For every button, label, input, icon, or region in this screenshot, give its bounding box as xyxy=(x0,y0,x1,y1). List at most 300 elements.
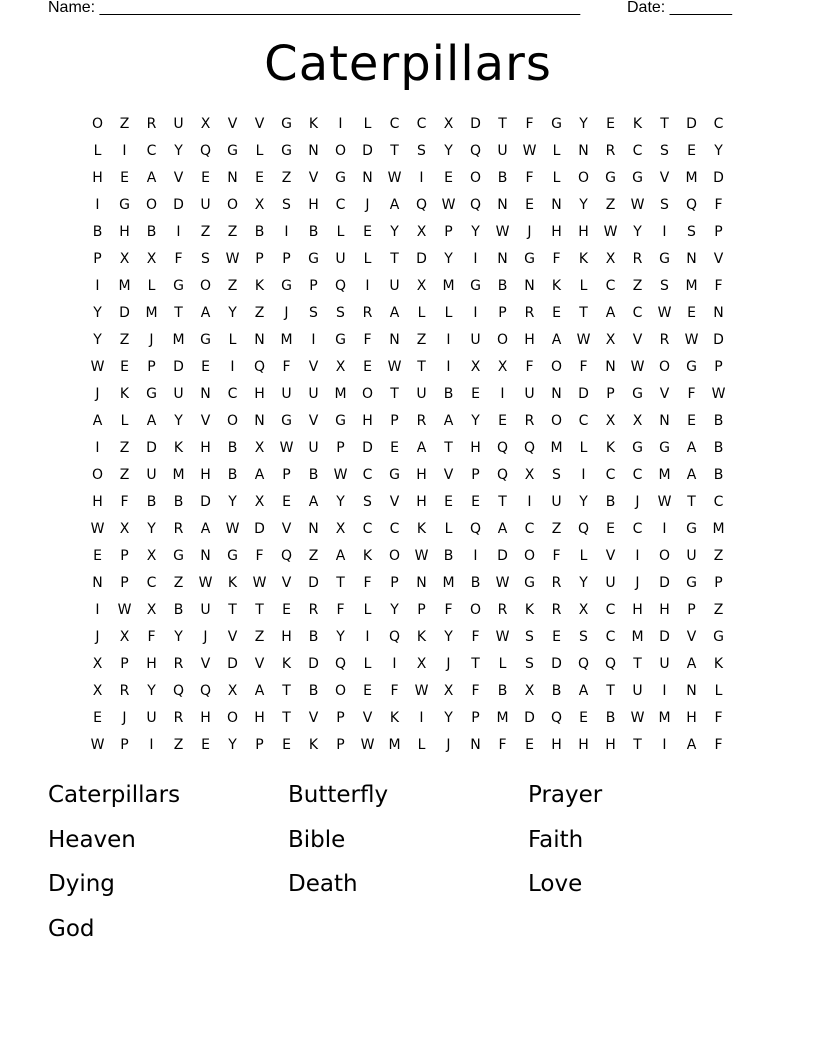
grid-letter: S xyxy=(336,305,345,321)
grid-letter: A xyxy=(200,305,211,321)
grid-letter: D xyxy=(308,656,319,672)
grid-letter: O xyxy=(496,332,509,348)
grid-letter: P xyxy=(120,575,129,591)
grid-letter: L xyxy=(93,143,102,159)
grid-letter: H xyxy=(632,602,643,618)
grid-letter: Y xyxy=(444,251,453,267)
grid-letter: S xyxy=(525,656,534,672)
grid-letter: E xyxy=(282,602,291,618)
grid-letter: W xyxy=(630,359,645,375)
grid-letter: I xyxy=(473,305,478,321)
grid-letter: H xyxy=(200,467,211,483)
grid-letter: D xyxy=(686,116,697,132)
grid-letter: I xyxy=(338,116,343,132)
grid-letter: J xyxy=(122,710,127,726)
grid-letter: O xyxy=(226,413,239,429)
grid-letter: N xyxy=(200,548,211,564)
grid-letter: H xyxy=(92,170,103,186)
grid-letter: X xyxy=(605,251,616,267)
grid-letter: D xyxy=(173,359,184,375)
grid-letter: W xyxy=(495,224,510,240)
grid-letter: W xyxy=(225,251,240,267)
grid-letter: V xyxy=(605,548,616,564)
grid-letter: Z xyxy=(416,332,427,348)
grid-letter: N xyxy=(551,197,562,213)
grid-letter: Y xyxy=(579,494,588,510)
grid-letter: Y xyxy=(390,224,399,240)
grid-row xyxy=(84,435,734,462)
grid-row xyxy=(84,678,734,705)
grid-letter: N xyxy=(686,251,697,267)
grid-letter: G xyxy=(551,116,562,132)
grid-letter: V xyxy=(308,359,319,375)
grid-letter: C xyxy=(335,197,346,213)
grid-letter: A xyxy=(605,305,616,321)
grid-letter: Q xyxy=(415,197,428,213)
grid-letter: E xyxy=(525,737,534,753)
grid-letter: F xyxy=(579,359,588,375)
grid-letter: U xyxy=(173,386,184,402)
grid-letter: Q xyxy=(577,521,590,537)
grid-letter: E xyxy=(282,494,291,510)
grid-letter: Y xyxy=(579,197,588,213)
grid-letter: K xyxy=(524,602,535,618)
grid-letter: S xyxy=(660,197,669,213)
grid-letter: V xyxy=(713,251,724,267)
grid-letter: G xyxy=(632,170,643,186)
grid-letter: V xyxy=(227,629,238,645)
grid-letter: U xyxy=(308,440,319,456)
grid-letter: X xyxy=(92,656,103,672)
grid-letter: G xyxy=(389,467,400,483)
grid-letter: Z xyxy=(254,629,265,645)
grid-letter: H xyxy=(254,386,265,402)
grid-letter: O xyxy=(199,278,212,294)
grid-letter: H xyxy=(200,440,211,456)
grid-letter: G xyxy=(659,251,670,267)
grid-letter: N xyxy=(578,143,589,159)
grid-letter: G xyxy=(308,251,319,267)
grid-letter: A xyxy=(389,305,400,321)
grid-row xyxy=(84,327,734,354)
grid-letter: N xyxy=(551,386,562,402)
grid-letter: L xyxy=(255,143,264,159)
grid-letter: V xyxy=(173,170,184,186)
grid-letter: O xyxy=(226,710,239,726)
grid-letter: Z xyxy=(119,440,130,456)
grid-letter: U xyxy=(146,710,157,726)
grid-letter: E xyxy=(255,170,264,186)
grid-letter: F xyxy=(147,629,156,645)
grid-letter: I xyxy=(95,278,100,294)
grid-letter: D xyxy=(659,629,670,645)
grid-letter: J xyxy=(635,575,640,591)
grid-letter: G xyxy=(632,386,643,402)
grid-letter: O xyxy=(577,170,590,186)
grid-letter: P xyxy=(714,359,723,375)
grid-letter: I xyxy=(95,197,100,213)
grid-letter: N xyxy=(497,197,508,213)
grid-letter: A xyxy=(308,494,319,510)
grid-letter: D xyxy=(119,305,130,321)
grid-letter: F xyxy=(390,683,399,699)
grid-letter: V xyxy=(308,710,319,726)
grid-letter: A xyxy=(497,521,508,537)
grid-letter: A xyxy=(578,683,589,699)
grid-letter: L xyxy=(363,116,372,132)
grid-letter: N xyxy=(470,737,481,753)
grid-letter: U xyxy=(524,386,535,402)
grid-letter: M xyxy=(172,467,185,483)
grid-letter: P xyxy=(687,602,696,618)
grid-letter: C xyxy=(605,602,616,618)
grid-letter: Z xyxy=(119,467,130,483)
grid-letter: G xyxy=(335,170,346,186)
grid-letter: B xyxy=(470,575,481,591)
grid-letter: G xyxy=(713,629,724,645)
grid-letter: O xyxy=(334,143,347,159)
grid-letter: L xyxy=(363,251,372,267)
grid-letter: B xyxy=(227,440,238,456)
grid-letter: K xyxy=(227,575,238,591)
grid-letter: T xyxy=(174,305,183,321)
grid-letter: D xyxy=(146,440,157,456)
grid-letter: M xyxy=(172,332,185,348)
grid-letter: B xyxy=(254,224,265,240)
grid-letter: T xyxy=(282,683,291,699)
grid-letter: N xyxy=(416,575,427,591)
grid-row xyxy=(84,165,734,192)
grid-letter: Z xyxy=(119,332,130,348)
grid-letter: R xyxy=(173,521,184,537)
grid-letter: S xyxy=(552,467,561,483)
grid-letter: R xyxy=(173,656,184,672)
grid-letter: L xyxy=(579,278,588,294)
grid-letter: H xyxy=(686,710,697,726)
grid-letter: R xyxy=(659,332,670,348)
grid-letter: I xyxy=(473,251,478,267)
grid-letter: G xyxy=(173,548,184,564)
grid-letter: I xyxy=(149,737,154,753)
grid-letter: G xyxy=(146,386,157,402)
grid-letter: U xyxy=(146,467,157,483)
grid-letter: X xyxy=(605,413,616,429)
grid-row xyxy=(84,246,734,273)
grid-letter: F xyxy=(255,548,264,564)
grid-letter: D xyxy=(362,143,373,159)
word-list-item: Death xyxy=(288,871,358,897)
grid-letter: F xyxy=(714,278,723,294)
grid-letter: I xyxy=(95,602,100,618)
grid-letter: U xyxy=(200,197,211,213)
grid-letter: I xyxy=(365,629,370,645)
grid-letter: F xyxy=(471,683,480,699)
grid-letter: O xyxy=(361,386,374,402)
grid-letter: H xyxy=(416,467,427,483)
grid-letter: W xyxy=(360,737,375,753)
grid-letter: E xyxy=(363,224,372,240)
grid-letter: X xyxy=(416,656,427,672)
grid-letter: B xyxy=(308,224,319,240)
grid-letter: V xyxy=(227,116,238,132)
grid-letter: E xyxy=(471,494,480,510)
word-list-item: God xyxy=(48,915,95,942)
word-list-item: Heaven xyxy=(48,826,136,853)
grid-letter: H xyxy=(659,602,670,618)
grid-letter: L xyxy=(228,332,237,348)
grid-letter: F xyxy=(120,494,129,510)
grid-letter: H xyxy=(551,737,562,753)
grid-letter: A xyxy=(686,737,697,753)
grid-letter: C xyxy=(362,467,373,483)
grid-letter: R xyxy=(551,575,562,591)
grid-letter: E xyxy=(363,683,372,699)
grid-letter: W xyxy=(576,332,591,348)
grid-letter: K xyxy=(605,440,616,456)
grid-letter: V xyxy=(200,413,211,429)
grid-letter: T xyxy=(498,116,507,132)
grid-letter: F xyxy=(174,251,183,267)
grid-row xyxy=(84,651,734,678)
grid-letter: Y xyxy=(93,305,102,321)
grid-letter: O xyxy=(388,548,401,564)
grid-letter: F xyxy=(525,359,534,375)
grid-letter: C xyxy=(632,467,643,483)
grid-letter: Y xyxy=(579,575,588,591)
grid-letter: D xyxy=(713,332,724,348)
grid-letter: X xyxy=(497,359,508,375)
grid-letter: M xyxy=(388,737,401,753)
grid-letter: X xyxy=(146,548,157,564)
grid-letter: P xyxy=(444,224,453,240)
grid-letter: B xyxy=(605,710,616,726)
grid-letter: L xyxy=(363,602,372,618)
grid-row xyxy=(84,462,734,489)
grid-letter: K xyxy=(308,116,319,132)
grid-letter: T xyxy=(336,575,345,591)
grid-letter: K xyxy=(119,386,130,402)
grid-letter: F xyxy=(498,737,507,753)
grid-letter: L xyxy=(552,143,561,159)
grid-letter: V xyxy=(254,116,265,132)
grid-letter: T xyxy=(390,143,399,159)
grid-letter: Y xyxy=(174,629,183,645)
grid-letter: E xyxy=(498,413,507,429)
grid-letter: J xyxy=(527,224,532,240)
grid-letter: Y xyxy=(444,143,453,159)
grid-letter: H xyxy=(578,224,589,240)
grid-letter: P xyxy=(498,305,507,321)
grid-letter: S xyxy=(201,251,210,267)
name-field-line: Name: ______________________________________________________ xyxy=(48,0,581,16)
grid-letter: B xyxy=(713,413,724,429)
grid-letter: M xyxy=(496,710,509,726)
grid-letter: P xyxy=(417,602,426,618)
grid-letter: N xyxy=(497,251,508,267)
grid-letter: S xyxy=(309,305,318,321)
grid-row xyxy=(84,624,734,651)
grid-row xyxy=(84,516,734,543)
grid-letter: J xyxy=(203,629,208,645)
grid-letter: O xyxy=(658,548,671,564)
grid-letter: I xyxy=(581,467,586,483)
grid-letter: P xyxy=(120,656,129,672)
grid-letter: T xyxy=(660,116,669,132)
grid-letter: N xyxy=(605,359,616,375)
grid-letter: Z xyxy=(254,305,265,321)
grid-letter: X xyxy=(443,116,454,132)
grid-letter: G xyxy=(173,278,184,294)
grid-letter: V xyxy=(281,575,292,591)
grid-letter: W xyxy=(441,197,456,213)
grid-letter: Q xyxy=(685,197,698,213)
grid-letter: Y xyxy=(228,737,237,753)
grid-letter: G xyxy=(632,440,643,456)
grid-letter: P xyxy=(606,386,615,402)
grid-letter: D xyxy=(227,656,238,672)
grid-letter: K xyxy=(416,629,427,645)
grid-letter: I xyxy=(500,386,505,402)
grid-letter: X xyxy=(605,332,616,348)
grid-letter: V xyxy=(362,710,373,726)
grid-letter: V xyxy=(389,494,400,510)
grid-letter: A xyxy=(551,332,562,348)
grid-letter: U xyxy=(551,494,562,510)
grid-letter: I xyxy=(662,224,667,240)
grid-letter: P xyxy=(336,737,345,753)
grid-letter: E xyxy=(687,413,696,429)
grid-letter: Z xyxy=(227,278,238,294)
grid-letter: P xyxy=(147,359,156,375)
grid-letter: W xyxy=(657,305,672,321)
grid-letter: I xyxy=(365,278,370,294)
grid-letter: J xyxy=(446,737,451,753)
grid-letter: D xyxy=(578,386,589,402)
grid-letter: X xyxy=(443,683,454,699)
grid-letter: G xyxy=(686,575,697,591)
grid-letter: O xyxy=(658,359,671,375)
grid-letter: E xyxy=(120,359,129,375)
grid-letter: B xyxy=(497,278,508,294)
grid-row xyxy=(84,354,734,381)
grid-letter: Y xyxy=(147,683,156,699)
grid-letter: Q xyxy=(550,710,563,726)
grid-letter: I xyxy=(446,359,451,375)
grid-letter: B xyxy=(713,440,724,456)
grid-letter: Q xyxy=(334,656,347,672)
grid-row xyxy=(84,219,734,246)
grid-letter: C xyxy=(578,413,589,429)
grid-letter: V xyxy=(686,629,697,645)
grid-letter: P xyxy=(390,575,399,591)
grid-letter: Q xyxy=(469,197,482,213)
grid-letter: D xyxy=(362,440,373,456)
grid-letter: L xyxy=(579,440,588,456)
grid-letter: X xyxy=(92,683,103,699)
grid-letter: G xyxy=(686,521,697,537)
grid-letter: Y xyxy=(633,224,642,240)
grid-letter: R xyxy=(497,602,508,618)
grid-letter: L xyxy=(363,656,372,672)
grid-letter: A xyxy=(686,467,697,483)
grid-letter: F xyxy=(444,602,453,618)
grid-letter: Q xyxy=(604,656,617,672)
grid-letter: X xyxy=(146,251,157,267)
grid-letter: I xyxy=(392,656,397,672)
grid-letter: E xyxy=(120,170,129,186)
grid-row xyxy=(84,273,734,300)
grid-letter: H xyxy=(146,656,157,672)
grid-letter: S xyxy=(579,629,588,645)
grid-letter: V xyxy=(308,413,319,429)
grid-letter: E xyxy=(444,494,453,510)
grid-letter: E xyxy=(363,359,372,375)
grid-letter: Y xyxy=(147,521,156,537)
grid-letter: J xyxy=(365,197,370,213)
grid-letter: T xyxy=(282,710,291,726)
grid-letter: K xyxy=(551,278,562,294)
grid-letter: D xyxy=(524,710,535,726)
grid-letter: I xyxy=(662,521,667,537)
grid-letter: Z xyxy=(605,197,616,213)
grid-letter: E xyxy=(525,197,534,213)
grid-row xyxy=(84,111,734,138)
grid-letter: I xyxy=(311,332,316,348)
grid-letter: A xyxy=(254,467,265,483)
grid-letter: B xyxy=(605,494,616,510)
grid-letter: F xyxy=(363,575,372,591)
grid-letter: Y xyxy=(471,413,480,429)
grid-letter: J xyxy=(635,494,640,510)
grid-letter: I xyxy=(95,440,100,456)
grid-letter: Q xyxy=(199,143,212,159)
grid-letter: C xyxy=(632,143,643,159)
grid-letter: D xyxy=(416,251,427,267)
grid-letter: P xyxy=(471,710,480,726)
grid-letter: C xyxy=(389,116,400,132)
grid-letter: W xyxy=(414,683,429,699)
grid-letter: E xyxy=(201,359,210,375)
grid-letter: G xyxy=(605,170,616,186)
grid-letter: W xyxy=(630,710,645,726)
grid-letter: I xyxy=(662,737,667,753)
grid-letter: K xyxy=(308,737,319,753)
grid-row xyxy=(84,381,734,408)
grid-letter: J xyxy=(284,305,289,321)
grid-letter: Y xyxy=(336,629,345,645)
grid-letter: A xyxy=(686,656,697,672)
grid-letter: O xyxy=(91,467,104,483)
grid-row xyxy=(84,300,734,327)
grid-letter: Y xyxy=(93,332,102,348)
grid-letter: Q xyxy=(388,629,401,645)
grid-letter: U xyxy=(659,656,670,672)
grid-letter: H xyxy=(524,332,535,348)
grid-letter: O xyxy=(469,602,482,618)
grid-letter: A xyxy=(92,413,103,429)
grid-letter: Z xyxy=(119,116,130,132)
grid-letter: K xyxy=(254,278,265,294)
grid-letter: Q xyxy=(199,683,212,699)
grid-letter: P xyxy=(255,251,264,267)
grid-letter: Q xyxy=(496,467,509,483)
grid-letter: C xyxy=(146,143,157,159)
grid-letter: R xyxy=(416,413,427,429)
grid-letter: G xyxy=(119,197,130,213)
grid-letter: Y xyxy=(336,494,345,510)
grid-letter: H xyxy=(308,197,319,213)
grid-letter: W xyxy=(90,521,105,537)
